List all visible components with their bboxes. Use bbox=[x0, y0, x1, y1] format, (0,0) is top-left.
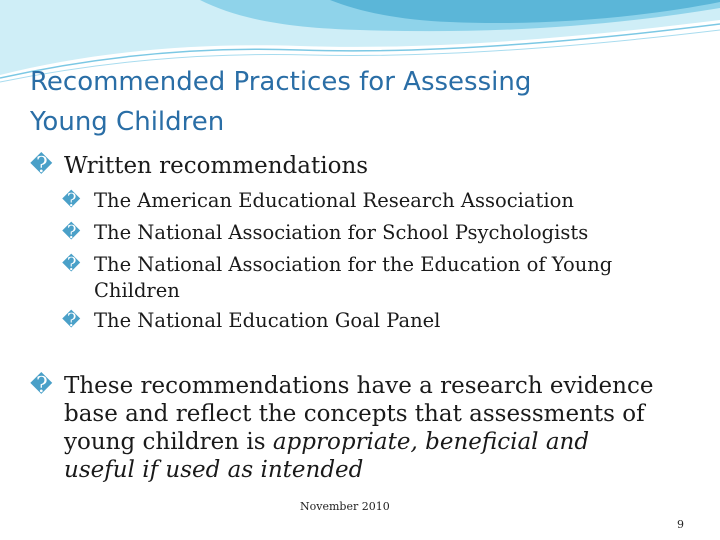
slide-title-line-1: Recommended Practices for Assessing bbox=[30, 67, 532, 97]
sub-bullet-nasp bbox=[30, 220, 700, 246]
bullet-written-recommendations bbox=[30, 152, 700, 180]
sub-bullet-text: The National Education Goal Panel bbox=[94, 309, 441, 332]
slide-title-line-2: Young Children bbox=[30, 107, 225, 137]
sub-bullet-negp bbox=[30, 308, 700, 334]
bullet-icon: � bbox=[62, 254, 81, 275]
page-number: 9 bbox=[677, 518, 684, 531]
bullet-icon: � bbox=[62, 222, 81, 243]
sub-bullet-text: The National Association for School Psychologists bbox=[94, 221, 589, 244]
sub-bullet-text: The American Educational Research Association bbox=[94, 189, 574, 212]
footer-date: November 2010 bbox=[300, 500, 390, 513]
sub-bullet-naeyc bbox=[30, 252, 654, 304]
conclusion-text: These recommendations have a research evidence base and reflect the concepts that assessments of young children is bbox=[64, 373, 654, 455]
conclusion-italic-text: appropriate, beneficial and useful if used as intended bbox=[64, 429, 590, 483]
slide-title bbox=[30, 62, 670, 142]
bullet-icon: � bbox=[30, 153, 53, 178]
bullet-icon: � bbox=[62, 310, 81, 331]
sub-bullet-text: The National Association for the Education of Young Children bbox=[94, 253, 613, 302]
bullet-conclusion bbox=[30, 372, 664, 484]
bullet-icon: � bbox=[62, 190, 81, 211]
sub-bullet-aera bbox=[30, 188, 700, 214]
slide-content bbox=[30, 152, 700, 484]
bullet-text: Written recommendations bbox=[64, 153, 369, 179]
bullet-icon: � bbox=[30, 373, 53, 398]
